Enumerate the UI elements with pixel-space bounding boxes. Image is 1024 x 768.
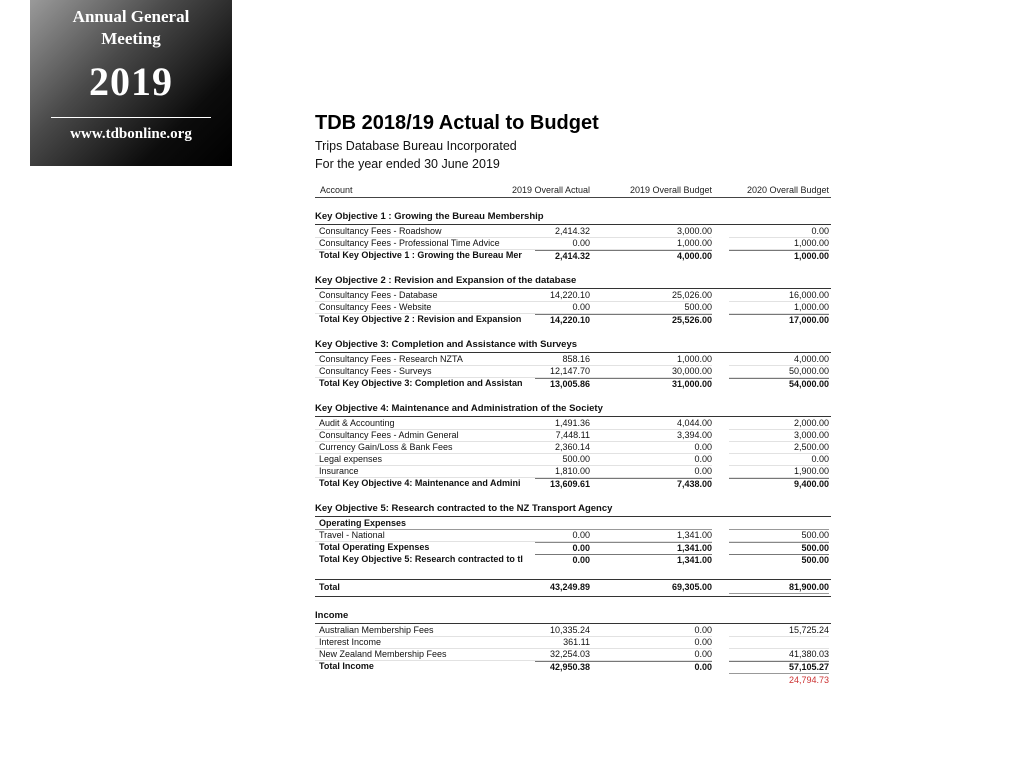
badge-year: 2019 <box>89 59 173 104</box>
amount-cell: 15,725.24 <box>729 625 829 637</box>
amount-cell: 0.00 <box>535 542 590 554</box>
section-header: Key Objective 2 : Revision and Expansion of the database <box>315 275 831 289</box>
amount-cell <box>729 518 829 530</box>
table-row <box>315 378 831 390</box>
amount-cell: 43,249.89 <box>549 582 590 592</box>
account-label: Operating Expenses <box>315 518 535 530</box>
report-section <box>315 403 831 490</box>
amount-cell: 41,380.03 <box>729 649 829 661</box>
amount-cell: 2,000.00 <box>729 418 829 430</box>
amount-cell: 1,341.00 <box>590 554 712 566</box>
amount-cell: 4,000.00 <box>729 354 829 366</box>
amount-cell: 14,220.10 <box>535 290 590 302</box>
amount-cell: 0.00 <box>590 625 712 637</box>
amount-cell: 1,000.00 <box>729 250 829 262</box>
amount-cell: 0.00 <box>535 302 590 314</box>
amount-cell: 0.00 <box>535 554 590 566</box>
table-row <box>315 530 831 542</box>
column-header-2019-actual: 2019 Overall Actual <box>511 185 590 195</box>
amount-cell: 17,000.00 <box>729 314 829 326</box>
account-label: Consultancy Fees - Roadshow <box>315 226 535 238</box>
amount-cell: 0.00 <box>590 466 712 478</box>
amount-cell: 0.00 <box>590 649 712 661</box>
table-row <box>315 430 831 442</box>
amount-cell: 10,335.24 <box>535 625 590 637</box>
amount-cell: 500.00 <box>590 302 712 314</box>
amount-cell: 2,500.00 <box>729 442 829 454</box>
table-header-row <box>315 185 831 198</box>
account-label: Total Income <box>319 661 374 671</box>
amount-cell: 1,491.36 <box>535 418 590 430</box>
table-row <box>315 673 831 686</box>
amount-cell: 12,147.70 <box>535 366 590 378</box>
table-row <box>315 661 831 673</box>
amount-cell: 1,900.00 <box>729 466 829 478</box>
account-label: Total Key Objective 5: Research contracted to tl <box>319 554 523 564</box>
account-label: Australian Membership Fees <box>315 625 535 637</box>
badge-title-line1: Annual General <box>72 7 190 26</box>
account-label: Currency Gain/Loss & Bank Fees <box>315 442 535 454</box>
amount-cell: 25,026.00 <box>590 290 712 302</box>
amount-cell <box>729 637 829 649</box>
report-section <box>315 275 831 326</box>
table-row <box>315 442 831 454</box>
amount-cell: 3,000.00 <box>729 430 829 442</box>
table-row <box>315 649 831 661</box>
table-row <box>315 290 831 302</box>
section-header: Key Objective 3: Completion and Assistance with Surveys <box>315 339 831 353</box>
column-header-2020-budget: 2020 Overall Budget <box>746 185 829 195</box>
account-label: Total Key Objective 1 : Growing the Bureau Mer <box>319 250 522 260</box>
column-header-2019-budget: 2019 Overall Budget <box>629 185 712 195</box>
table-row <box>315 418 831 430</box>
report-period: For the year ended 30 June 2019 <box>315 157 500 171</box>
amount-cell: 50,000.00 <box>729 366 829 378</box>
amount-cell: 0.00 <box>729 454 829 466</box>
account-label <box>315 673 535 686</box>
account-label: Consultancy Fees - Admin General <box>315 430 535 442</box>
amount-cell: 9,400.00 <box>729 478 829 490</box>
amount-cell: 1,341.00 <box>590 530 712 542</box>
amount-cell: 500.00 <box>729 542 829 554</box>
amount-cell: 1,000.00 <box>590 238 712 250</box>
amount-cell: 25,526.00 <box>590 314 712 326</box>
amount-cell: 4,000.00 <box>590 250 712 262</box>
amount-cell: 0.00 <box>590 454 712 466</box>
report-section <box>315 610 831 686</box>
table-row <box>315 637 831 649</box>
budget-report <box>315 112 831 686</box>
table-row <box>315 226 831 238</box>
report-section <box>315 503 831 566</box>
amount-cell: 0.00 <box>590 661 712 673</box>
amount-cell: 13,005.86 <box>535 378 590 390</box>
agm-badge <box>30 0 232 166</box>
account-label: Consultancy Fees - Database <box>315 290 535 302</box>
amount-cell: 57,105.27 <box>729 661 829 673</box>
amount-cell: 2,414.32 <box>535 250 590 262</box>
amount-cell: 14,220.10 <box>535 314 590 326</box>
account-label: Interest Income <box>315 637 535 649</box>
account-label: Total Key Objective 2 : Revision and Expansion <box>319 314 522 324</box>
amount-cell: 1,810.00 <box>535 466 590 478</box>
amount-cell: 13,609.61 <box>535 478 590 490</box>
amount-cell <box>590 518 712 530</box>
badge-divider <box>51 117 211 118</box>
amount-cell: 500.00 <box>729 530 829 542</box>
section-header: Income <box>315 610 831 624</box>
amount-cell: 500.00 <box>535 454 590 466</box>
account-label: Travel - National <box>315 530 535 542</box>
table-row <box>315 579 831 597</box>
amount-cell: 361.11 <box>535 637 590 649</box>
table-row <box>315 454 831 466</box>
amount-cell: 30,000.00 <box>590 366 712 378</box>
amount-cell <box>535 518 590 530</box>
amount-cell: 0.00 <box>535 238 590 250</box>
section-header: Key Objective 1 : Growing the Bureau Membership <box>315 211 831 225</box>
account-label: Legal expenses <box>315 454 535 466</box>
amount-cell: 16,000.00 <box>729 290 829 302</box>
report-org-name: Trips Database Bureau Incorporated <box>315 139 517 153</box>
table-body <box>315 211 831 686</box>
section-header: Key Objective 4: Maintenance and Administration of the Society <box>315 403 831 417</box>
amount-cell: 2,414.32 <box>535 226 590 238</box>
table-row <box>315 466 831 478</box>
amount-cell <box>535 673 590 686</box>
amount-cell: 1,000.00 <box>590 354 712 366</box>
table-row <box>315 366 831 378</box>
amount-cell: 1,000.00 <box>729 302 829 314</box>
amount-cell: 4,044.00 <box>590 418 712 430</box>
table-row <box>315 625 831 637</box>
account-label: Total Operating Expenses <box>319 542 430 552</box>
table-row <box>315 478 831 490</box>
column-header-account: Account <box>320 185 353 195</box>
report-section <box>315 339 831 390</box>
table-row <box>315 314 831 326</box>
table-row <box>315 302 831 314</box>
report-title: TDB 2018/19 Actual to Budget <box>315 112 599 134</box>
amount-cell: 69,305.00 <box>671 582 712 592</box>
table-row <box>315 542 831 554</box>
account-label: Insurance <box>315 466 535 478</box>
amount-cell: 24,794.73 <box>729 673 829 686</box>
report-section <box>315 579 831 597</box>
account-label: New Zealand Membership Fees <box>315 649 535 661</box>
amount-cell: 500.00 <box>729 554 829 566</box>
amount-cell: 1,000.00 <box>729 238 829 250</box>
amount-cell: 0.00 <box>590 442 712 454</box>
account-label: Total <box>319 582 340 592</box>
amount-cell: 7,448.11 <box>535 430 590 442</box>
amount-cell <box>590 673 712 686</box>
account-label: Consultancy Fees - Research NZTA <box>315 354 535 366</box>
amount-cell: 32,254.03 <box>535 649 590 661</box>
amount-cell: 54,000.00 <box>729 378 829 390</box>
amount-cell: 3,000.00 <box>590 226 712 238</box>
report-section <box>315 211 831 262</box>
badge-url: www.tdbonline.org <box>70 126 192 142</box>
account-label: Total Key Objective 3: Completion and Assistan <box>319 378 523 388</box>
account-label: Consultancy Fees - Surveys <box>315 366 535 378</box>
amount-cell: 858.16 <box>535 354 590 366</box>
amount-cell: 2,360.14 <box>535 442 590 454</box>
amount-cell: 42,950.38 <box>535 661 590 673</box>
table-row <box>315 238 831 250</box>
account-label: Consultancy Fees - Website <box>315 302 535 314</box>
section-header: Key Objective 5: Research contracted to the NZ Transport Agency <box>315 503 831 517</box>
table-row <box>315 250 831 262</box>
account-label: Audit & Accounting <box>315 418 535 430</box>
amount-cell: 7,438.00 <box>590 478 712 490</box>
amount-cell: 1,341.00 <box>590 542 712 554</box>
badge-title <box>30 6 232 50</box>
amount-cell: 3,394.00 <box>590 430 712 442</box>
table-row <box>315 354 831 366</box>
amount-cell: 0.00 <box>729 226 829 238</box>
badge-title-line2: Meeting <box>101 29 161 48</box>
table-row <box>315 518 831 530</box>
account-label: Consultancy Fees - Professional Time Advice <box>315 238 535 250</box>
account-label: Total Key Objective 4: Maintenance and Admini <box>319 478 521 488</box>
amount-cell: 31,000.00 <box>590 378 712 390</box>
table-row <box>315 554 831 566</box>
amount-cell: 0.00 <box>590 637 712 649</box>
amount-cell: 0.00 <box>535 530 590 542</box>
amount-cell: 81,900.00 <box>729 582 829 594</box>
